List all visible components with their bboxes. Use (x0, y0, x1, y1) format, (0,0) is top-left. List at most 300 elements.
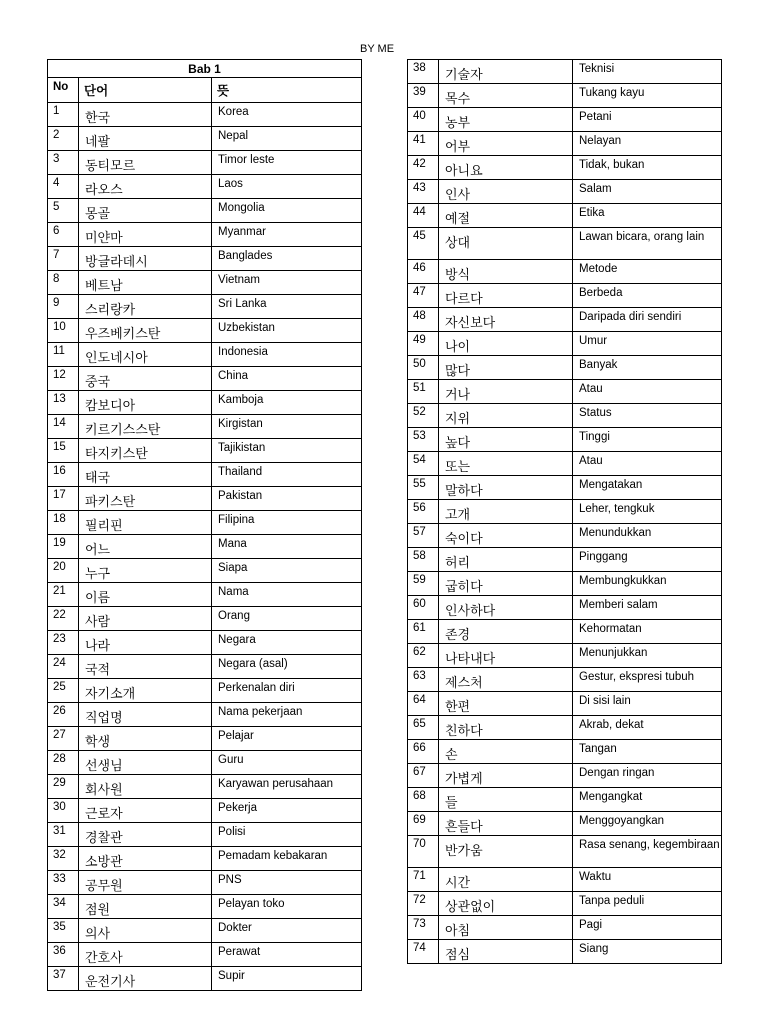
korean-word: 몽골 (79, 199, 212, 223)
column-header-meaning: 뜻 (212, 78, 362, 103)
korean-word: 많다 (439, 356, 573, 380)
row-number: 50 (408, 356, 439, 380)
table-row (48, 535, 362, 559)
indonesian-meaning: Nelayan (573, 132, 722, 156)
table-row (408, 788, 722, 812)
korean-word: 나라 (79, 631, 212, 655)
indonesian-meaning: Gestur, ekspresi tubuh (573, 668, 722, 692)
korean-word: 베트남 (79, 271, 212, 295)
row-number: 69 (408, 812, 439, 836)
indonesian-meaning: Pemadam kebakaran (212, 847, 362, 871)
table-row (48, 775, 362, 799)
vocab-table-left (47, 59, 362, 991)
row-number: 29 (48, 775, 79, 799)
row-number: 39 (408, 84, 439, 108)
table-row (48, 583, 362, 607)
korean-word: 동티모르 (79, 151, 212, 175)
row-number: 2 (48, 127, 79, 151)
korean-word: 허리 (439, 548, 573, 572)
row-number: 35 (48, 919, 79, 943)
table-row (48, 367, 362, 391)
indonesian-meaning: Dengan ringan (573, 764, 722, 788)
row-number: 12 (48, 367, 79, 391)
row-number: 19 (48, 535, 79, 559)
table-row (408, 132, 722, 156)
row-number: 61 (408, 620, 439, 644)
vocab-rows-right (408, 60, 722, 964)
korean-word: 기술자 (439, 60, 573, 84)
indonesian-meaning: Perkenalan diri (212, 679, 362, 703)
korean-word: 자신보다 (439, 308, 573, 332)
row-number: 70 (408, 836, 439, 868)
korean-word: 한편 (439, 692, 573, 716)
korean-word: 상관없이 (439, 892, 573, 916)
table-row (408, 404, 722, 428)
row-number: 64 (408, 692, 439, 716)
row-number: 9 (48, 295, 79, 319)
table-row (48, 919, 362, 943)
indonesian-meaning: Mana (212, 535, 362, 559)
row-number: 4 (48, 175, 79, 199)
indonesian-meaning: Pelajar (212, 727, 362, 751)
row-number: 63 (408, 668, 439, 692)
table-row (408, 356, 722, 380)
table-row (408, 108, 722, 132)
row-number: 62 (408, 644, 439, 668)
row-number: 55 (408, 476, 439, 500)
korean-word: 방식 (439, 260, 573, 284)
korean-word: 태국 (79, 463, 212, 487)
table-row (408, 596, 722, 620)
korean-word: 자기소개 (79, 679, 212, 703)
indonesian-meaning: Negara (212, 631, 362, 655)
korean-word: 중국 (79, 367, 212, 391)
table-row (48, 487, 362, 511)
korean-word: 어부 (439, 132, 573, 156)
row-number: 60 (408, 596, 439, 620)
table-row (48, 823, 362, 847)
korean-word: 또는 (439, 452, 573, 476)
row-number: 28 (48, 751, 79, 775)
indonesian-meaning: Pinggang (573, 548, 722, 572)
indonesian-meaning: Mongolia (212, 199, 362, 223)
indonesian-meaning: Negara (asal) (212, 655, 362, 679)
top-label: BY ME (360, 43, 395, 55)
korean-word: 말하다 (439, 476, 573, 500)
row-number: 59 (408, 572, 439, 596)
indonesian-meaning: Thailand (212, 463, 362, 487)
table-row (48, 967, 362, 991)
row-number: 25 (48, 679, 79, 703)
korean-word: 캄보디아 (79, 391, 212, 415)
table-row (48, 511, 362, 535)
indonesian-meaning: Siapa (212, 559, 362, 583)
korean-word: 아침 (439, 916, 573, 940)
table-row (48, 607, 362, 631)
indonesian-meaning: Guru (212, 751, 362, 775)
column-header-word: 단어 (79, 78, 212, 103)
indonesian-meaning: Menundukkan (573, 524, 722, 548)
indonesian-meaning: Berbeda (573, 284, 722, 308)
row-number: 40 (408, 108, 439, 132)
row-number: 32 (48, 847, 79, 871)
korean-word: 의사 (79, 919, 212, 943)
row-number: 42 (408, 156, 439, 180)
korean-word: 방글라데시 (79, 247, 212, 271)
table-row (408, 228, 722, 260)
table-row (408, 308, 722, 332)
table-row (408, 60, 722, 84)
row-number: 1 (48, 103, 79, 127)
vocab-table-right (407, 59, 722, 964)
korean-word: 나이 (439, 332, 573, 356)
table-row (48, 655, 362, 679)
korean-word: 친하다 (439, 716, 573, 740)
row-number: 5 (48, 199, 79, 223)
row-number: 7 (48, 247, 79, 271)
korean-word: 손 (439, 740, 573, 764)
table-row (408, 916, 722, 940)
table-row (408, 740, 722, 764)
row-number: 48 (408, 308, 439, 332)
table-row (48, 391, 362, 415)
row-number: 3 (48, 151, 79, 175)
table-row (408, 524, 722, 548)
row-number: 49 (408, 332, 439, 356)
korean-word: 우즈베키스탄 (79, 319, 212, 343)
table-row (48, 631, 362, 655)
korean-word: 다르다 (439, 284, 573, 308)
korean-word: 공무원 (79, 871, 212, 895)
korean-word: 들 (439, 788, 573, 812)
row-number: 16 (48, 463, 79, 487)
indonesian-meaning: Timor leste (212, 151, 362, 175)
table-row (408, 260, 722, 284)
indonesian-meaning: Banglades (212, 247, 362, 271)
korean-word: 간호사 (79, 943, 212, 967)
indonesian-meaning: Pelayan toko (212, 895, 362, 919)
row-number: 23 (48, 631, 79, 655)
indonesian-meaning: Orang (212, 607, 362, 631)
indonesian-meaning: Indonesia (212, 343, 362, 367)
indonesian-meaning: Akrab, dekat (573, 716, 722, 740)
row-number: 11 (48, 343, 79, 367)
korean-word: 회사원 (79, 775, 212, 799)
row-number: 33 (48, 871, 79, 895)
korean-word: 흔들다 (439, 812, 573, 836)
korean-word: 운전기사 (79, 967, 212, 991)
table-row (408, 940, 722, 964)
indonesian-meaning: Vietnam (212, 271, 362, 295)
indonesian-meaning: Tanpa peduli (573, 892, 722, 916)
korean-word: 가볍게 (439, 764, 573, 788)
indonesian-meaning: Di sisi lain (573, 692, 722, 716)
row-number: 74 (408, 940, 439, 964)
row-number: 52 (408, 404, 439, 428)
korean-word: 누구 (79, 559, 212, 583)
table-row (48, 799, 362, 823)
korean-word: 스리랑카 (79, 295, 212, 319)
indonesian-meaning: Korea (212, 103, 362, 127)
indonesian-meaning: Menggoyangkan (573, 812, 722, 836)
korean-word: 한국 (79, 103, 212, 127)
table-row (48, 751, 362, 775)
row-number: 58 (408, 548, 439, 572)
row-number: 20 (48, 559, 79, 583)
table-row (408, 644, 722, 668)
table-row (48, 199, 362, 223)
korean-word: 필리핀 (79, 511, 212, 535)
korean-word: 반가움 (439, 836, 573, 868)
indonesian-meaning: Nama (212, 583, 362, 607)
row-number: 24 (48, 655, 79, 679)
indonesian-meaning: Perawat (212, 943, 362, 967)
table-row (408, 476, 722, 500)
table-row (408, 180, 722, 204)
korean-word: 거나 (439, 380, 573, 404)
indonesian-meaning: Mengangkat (573, 788, 722, 812)
indonesian-meaning: Mengatakan (573, 476, 722, 500)
table-row (48, 247, 362, 271)
row-number: 54 (408, 452, 439, 476)
table-row (408, 716, 722, 740)
table-row (408, 428, 722, 452)
table-row (48, 103, 362, 127)
row-number: 71 (408, 868, 439, 892)
row-number: 65 (408, 716, 439, 740)
table-row (408, 284, 722, 308)
indonesian-meaning: Kamboja (212, 391, 362, 415)
korean-word: 지위 (439, 404, 573, 428)
row-number: 44 (408, 204, 439, 228)
korean-word: 점원 (79, 895, 212, 919)
korean-word: 상대 (439, 228, 573, 260)
indonesian-meaning: PNS (212, 871, 362, 895)
indonesian-meaning: Etika (573, 204, 722, 228)
indonesian-meaning: Tidak, bukan (573, 156, 722, 180)
table-row (408, 452, 722, 476)
row-number: 30 (48, 799, 79, 823)
korean-word: 예절 (439, 204, 573, 228)
table-row (48, 295, 362, 319)
korean-word: 미얀마 (79, 223, 212, 247)
indonesian-meaning: Petani (573, 108, 722, 132)
indonesian-meaning: Kirgistan (212, 415, 362, 439)
korean-word: 인사 (439, 180, 573, 204)
table-row (408, 572, 722, 596)
row-number: 27 (48, 727, 79, 751)
indonesian-meaning: Membungkukkan (573, 572, 722, 596)
korean-word: 존경 (439, 620, 573, 644)
indonesian-meaning: Memberi salam (573, 596, 722, 620)
indonesian-meaning: Dokter (212, 919, 362, 943)
korean-word: 국적 (79, 655, 212, 679)
table-row (48, 895, 362, 919)
korean-word: 아니요 (439, 156, 573, 180)
indonesian-meaning: Pakistan (212, 487, 362, 511)
table-row (48, 727, 362, 751)
table-row (48, 223, 362, 247)
korean-word: 사람 (79, 607, 212, 631)
table-row (408, 500, 722, 524)
indonesian-meaning: Polisi (212, 823, 362, 847)
table-row (408, 84, 722, 108)
indonesian-meaning: Rasa senang, kegembiraan (573, 836, 722, 868)
row-number: 18 (48, 511, 79, 535)
indonesian-meaning: Umur (573, 332, 722, 356)
row-number: 46 (408, 260, 439, 284)
korean-word: 파키스탄 (79, 487, 212, 511)
table-row (408, 156, 722, 180)
table-row (408, 548, 722, 572)
row-number: 22 (48, 607, 79, 631)
row-number: 41 (408, 132, 439, 156)
indonesian-meaning: Sri Lanka (212, 295, 362, 319)
indonesian-meaning: Leher, tengkuk (573, 500, 722, 524)
row-number: 38 (408, 60, 439, 84)
row-number: 21 (48, 583, 79, 607)
table-row (48, 463, 362, 487)
korean-word: 키르기스스탄 (79, 415, 212, 439)
indonesian-meaning: Tukang kayu (573, 84, 722, 108)
korean-word: 굽히다 (439, 572, 573, 596)
indonesian-meaning: Laos (212, 175, 362, 199)
row-number: 73 (408, 916, 439, 940)
row-number: 47 (408, 284, 439, 308)
indonesian-meaning: Tangan (573, 740, 722, 764)
table-row (48, 127, 362, 151)
table-row (408, 692, 722, 716)
indonesian-meaning: Karyawan perusahaan (212, 775, 362, 799)
table-row (408, 812, 722, 836)
table-row (48, 703, 362, 727)
row-number: 51 (408, 380, 439, 404)
row-number: 56 (408, 500, 439, 524)
indonesian-meaning: Nepal (212, 127, 362, 151)
chapter-title: Bab 1 (48, 60, 362, 78)
indonesian-meaning: Daripada diri sendiri (573, 308, 722, 332)
row-number: 45 (408, 228, 439, 260)
row-number: 43 (408, 180, 439, 204)
korean-word: 소방관 (79, 847, 212, 871)
indonesian-meaning: Pekerja (212, 799, 362, 823)
indonesian-meaning: Atau (573, 452, 722, 476)
indonesian-meaning: Uzbekistan (212, 319, 362, 343)
table-row (48, 943, 362, 967)
table-row (48, 679, 362, 703)
indonesian-meaning: Tajikistan (212, 439, 362, 463)
table-row (48, 559, 362, 583)
table-row (48, 343, 362, 367)
korean-word: 나타내다 (439, 644, 573, 668)
korean-word: 직업명 (79, 703, 212, 727)
korean-word: 타지키스탄 (79, 439, 212, 463)
indonesian-meaning: Tinggi (573, 428, 722, 452)
table-row (48, 847, 362, 871)
row-number: 13 (48, 391, 79, 415)
indonesian-meaning: Waktu (573, 868, 722, 892)
row-number: 67 (408, 764, 439, 788)
row-number: 10 (48, 319, 79, 343)
indonesian-meaning: Status (573, 404, 722, 428)
korean-word: 라오스 (79, 175, 212, 199)
table-row (408, 668, 722, 692)
indonesian-meaning: Nama pekerjaan (212, 703, 362, 727)
table-row (48, 151, 362, 175)
table-row (408, 892, 722, 916)
table-row (48, 871, 362, 895)
indonesian-meaning: Supir (212, 967, 362, 991)
indonesian-meaning: Salam (573, 180, 722, 204)
column-header-no: No (48, 78, 79, 103)
row-number: 6 (48, 223, 79, 247)
row-number: 14 (48, 415, 79, 439)
korean-word: 제스처 (439, 668, 573, 692)
row-number: 26 (48, 703, 79, 727)
table-row (408, 836, 722, 868)
table-row (48, 271, 362, 295)
table-row (408, 204, 722, 228)
indonesian-meaning: Pagi (573, 916, 722, 940)
table-row (48, 439, 362, 463)
korean-word: 어느 (79, 535, 212, 559)
table-row (48, 415, 362, 439)
indonesian-meaning: Siang (573, 940, 722, 964)
indonesian-meaning: Kehormatan (573, 620, 722, 644)
table-row (408, 764, 722, 788)
korean-word: 경찰관 (79, 823, 212, 847)
korean-word: 이름 (79, 583, 212, 607)
korean-word: 고개 (439, 500, 573, 524)
korean-word: 높다 (439, 428, 573, 452)
korean-word: 시간 (439, 868, 573, 892)
korean-word: 점심 (439, 940, 573, 964)
table-row (48, 175, 362, 199)
korean-word: 선생님 (79, 751, 212, 775)
row-number: 53 (408, 428, 439, 452)
table-row (48, 319, 362, 343)
row-number: 34 (48, 895, 79, 919)
korean-word: 숙이다 (439, 524, 573, 548)
row-number: 36 (48, 943, 79, 967)
row-number: 15 (48, 439, 79, 463)
vocab-rows-left (48, 103, 362, 991)
row-number: 37 (48, 967, 79, 991)
indonesian-meaning: Atau (573, 380, 722, 404)
korean-word: 네팔 (79, 127, 212, 151)
table-row (408, 332, 722, 356)
korean-word: 인도네시아 (79, 343, 212, 367)
korean-word: 인사하다 (439, 596, 573, 620)
table-row (408, 868, 722, 892)
indonesian-meaning: China (212, 367, 362, 391)
table-row (408, 620, 722, 644)
row-number: 31 (48, 823, 79, 847)
table-row (408, 380, 722, 404)
indonesian-meaning: Metode (573, 260, 722, 284)
row-number: 68 (408, 788, 439, 812)
row-number: 8 (48, 271, 79, 295)
indonesian-meaning: Lawan bicara, orang lain (573, 228, 722, 260)
row-number: 57 (408, 524, 439, 548)
row-number: 72 (408, 892, 439, 916)
indonesian-meaning: Filipina (212, 511, 362, 535)
indonesian-meaning: Menunjukkan (573, 644, 722, 668)
indonesian-meaning: Teknisi (573, 60, 722, 84)
row-number: 66 (408, 740, 439, 764)
korean-word: 농부 (439, 108, 573, 132)
indonesian-meaning: Myanmar (212, 223, 362, 247)
